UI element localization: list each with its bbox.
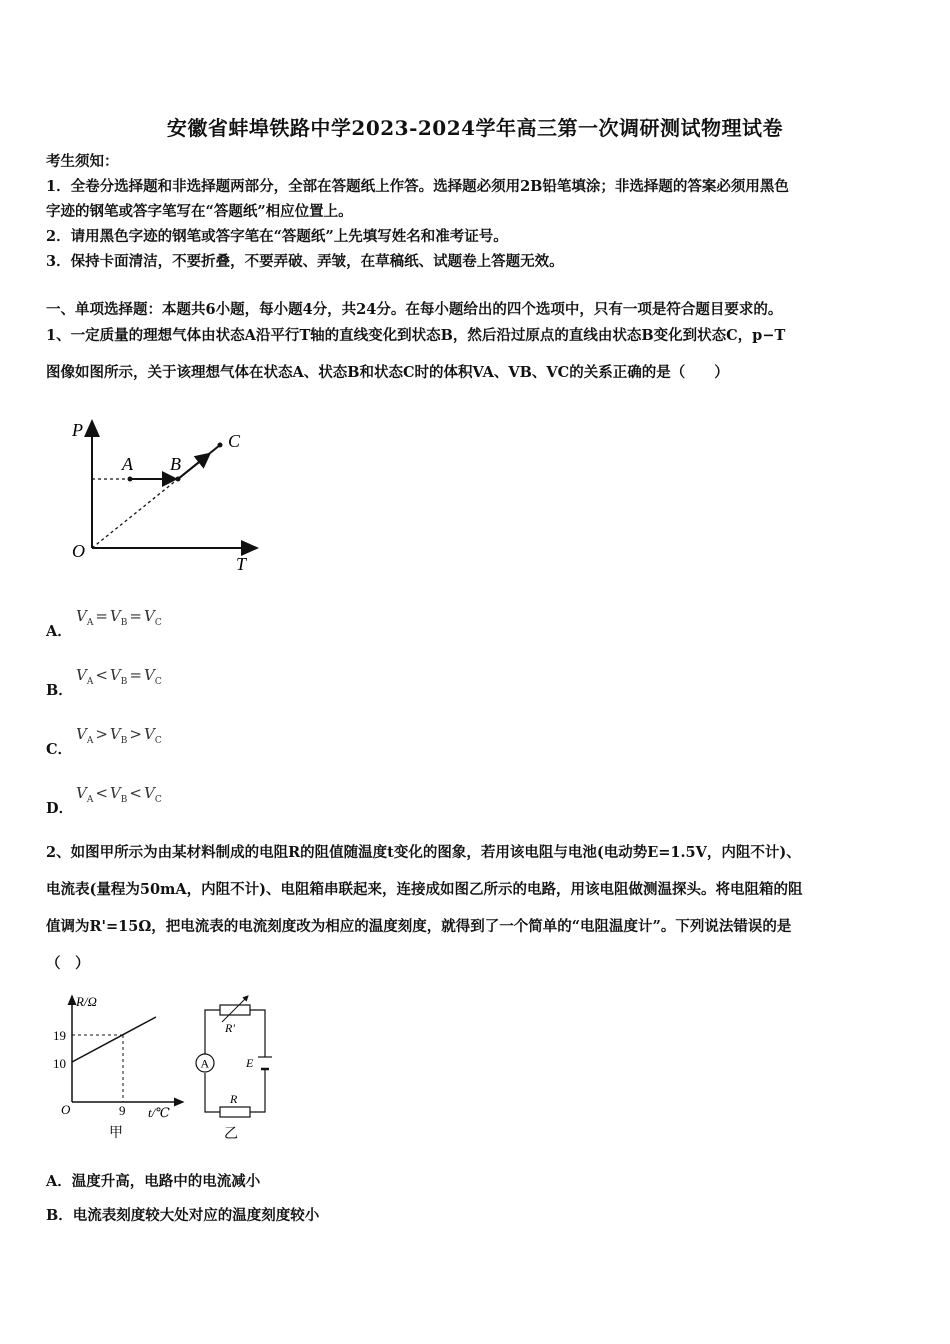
q1-option-c-formula[interactable]: $V_A > V_B > V_C$ xyxy=(76,725,162,746)
r-t-line xyxy=(72,1017,156,1062)
p-axis-label: P xyxy=(72,420,83,440)
state-c-point xyxy=(218,443,223,448)
circuit-caption: 乙 xyxy=(224,1127,238,1142)
page-title: 安徽省蚌埠铁路中学2023-2024学年高三第一次调研测试物理试卷 xyxy=(166,116,784,140)
state-b-label: B xyxy=(170,454,181,474)
rheostat-label: R' xyxy=(225,1021,235,1035)
notice-line-3: 2．请用黑色字迹的钢笔或答字笔在“答题纸”上先填写姓名和准考证号。 xyxy=(46,228,508,245)
state-b-point xyxy=(176,477,181,482)
tick-9: 9 xyxy=(119,1103,126,1118)
origin-label: O xyxy=(72,541,85,561)
q1-stem-line-2: 图像如图所示，关于该理想气体在状态A、状态B和状态C时的体积VA、VB、VC的关系正确的是（ ） xyxy=(46,364,729,381)
process-b-to-c-arrow xyxy=(178,455,208,479)
q2-stem-line-4: （ ） xyxy=(46,955,90,972)
rheostat-symbol xyxy=(220,1005,250,1015)
q2-option-b[interactable]: B．电流表刻度较大处对应的温度刻度较小 xyxy=(46,1207,320,1224)
origin-guide-line xyxy=(92,479,178,548)
battery-label: E xyxy=(246,1056,254,1070)
tick-10: 10 xyxy=(53,1056,66,1071)
q2-resistance-temperature-graph xyxy=(45,990,190,1145)
ammeter-label: A xyxy=(200,1056,210,1071)
q2-stem-line-3: 值调为R'=15Ω，把电流表的电流刻度改为相应的温度刻度，就得到了一个简单的“电阻温度计”。下列说法错误的是 xyxy=(46,918,792,935)
resistor-symbol xyxy=(220,1107,250,1117)
t-axis-label: t/℃ xyxy=(148,1105,170,1120)
q1-option-b-label[interactable]: B． xyxy=(46,682,73,699)
q1-pt-diagram xyxy=(60,415,290,585)
resistor-label: R xyxy=(230,1092,238,1106)
q2-stem-line-2: 电流表(量程为50mA，内阻不计)、电阻箱串联起来，连接成如图乙所示的电路，用该电阻做测温探头。将电阻箱的阻 xyxy=(46,881,803,898)
q2-circuit-diagram xyxy=(188,990,283,1150)
section-heading: 一、单项选择题：本题共6小题，每小题4分，共24分。在每小题给出的四个选项中，只有一项是符合题目要求的。 xyxy=(46,301,783,318)
q1-option-d-formula[interactable]: $V_A < V_B < V_C$ xyxy=(76,784,162,805)
q2-stem-line-1: 2、如图甲所示为由某材料制成的电阻R的阻值随温度t变化的图象，若用该电阻与电池(电动势E=1.5V，内阻不计)、 xyxy=(46,844,801,861)
q1-option-a-label[interactable]: A． xyxy=(46,623,72,640)
q1-stem-line-1: 1、一定质量的理想气体由状态A沿平行T轴的直线变化到状态B，然后沿过原点的直线由状态B变化到状态C，p−T xyxy=(46,327,786,344)
state-c-label: C xyxy=(228,431,241,451)
notice-line-4: 3．保持卡面清洁，不要折叠，不要弄破、弄皱，在草稿纸、试题卷上答题无效。 xyxy=(46,253,564,270)
t-axis-label: T xyxy=(236,554,247,574)
notice-heading: 考生须知： xyxy=(46,153,119,170)
origin-label: O xyxy=(61,1102,71,1117)
graph-caption: 甲 xyxy=(109,1126,123,1141)
state-a-label: A xyxy=(122,454,133,474)
notice-line-2: 字迹的钢笔或答字笔写在“答题纸”相应位置上。 xyxy=(46,203,353,220)
tick-19: 19 xyxy=(53,1028,66,1043)
q2-option-a[interactable]: A．温度升高，电路中的电流减小 xyxy=(46,1173,261,1190)
q1-option-d-label[interactable]: D． xyxy=(46,800,74,817)
r-axis-label: R/Ω xyxy=(76,994,97,1009)
q1-option-a-formula[interactable]: $V_A = V_B = V_C$ xyxy=(76,607,162,628)
state-a-point xyxy=(128,477,133,482)
q1-option-b-formula[interactable]: $V_A < V_B = V_C$ xyxy=(76,666,162,687)
notice-line-1: 1．全卷分选择题和非选择题两部分，全部在答题纸上作答。选择题必须用2B铅笔填涂；非选择题的答案必须用黑色 xyxy=(46,178,789,195)
q1-option-c-label[interactable]: C． xyxy=(46,741,73,758)
